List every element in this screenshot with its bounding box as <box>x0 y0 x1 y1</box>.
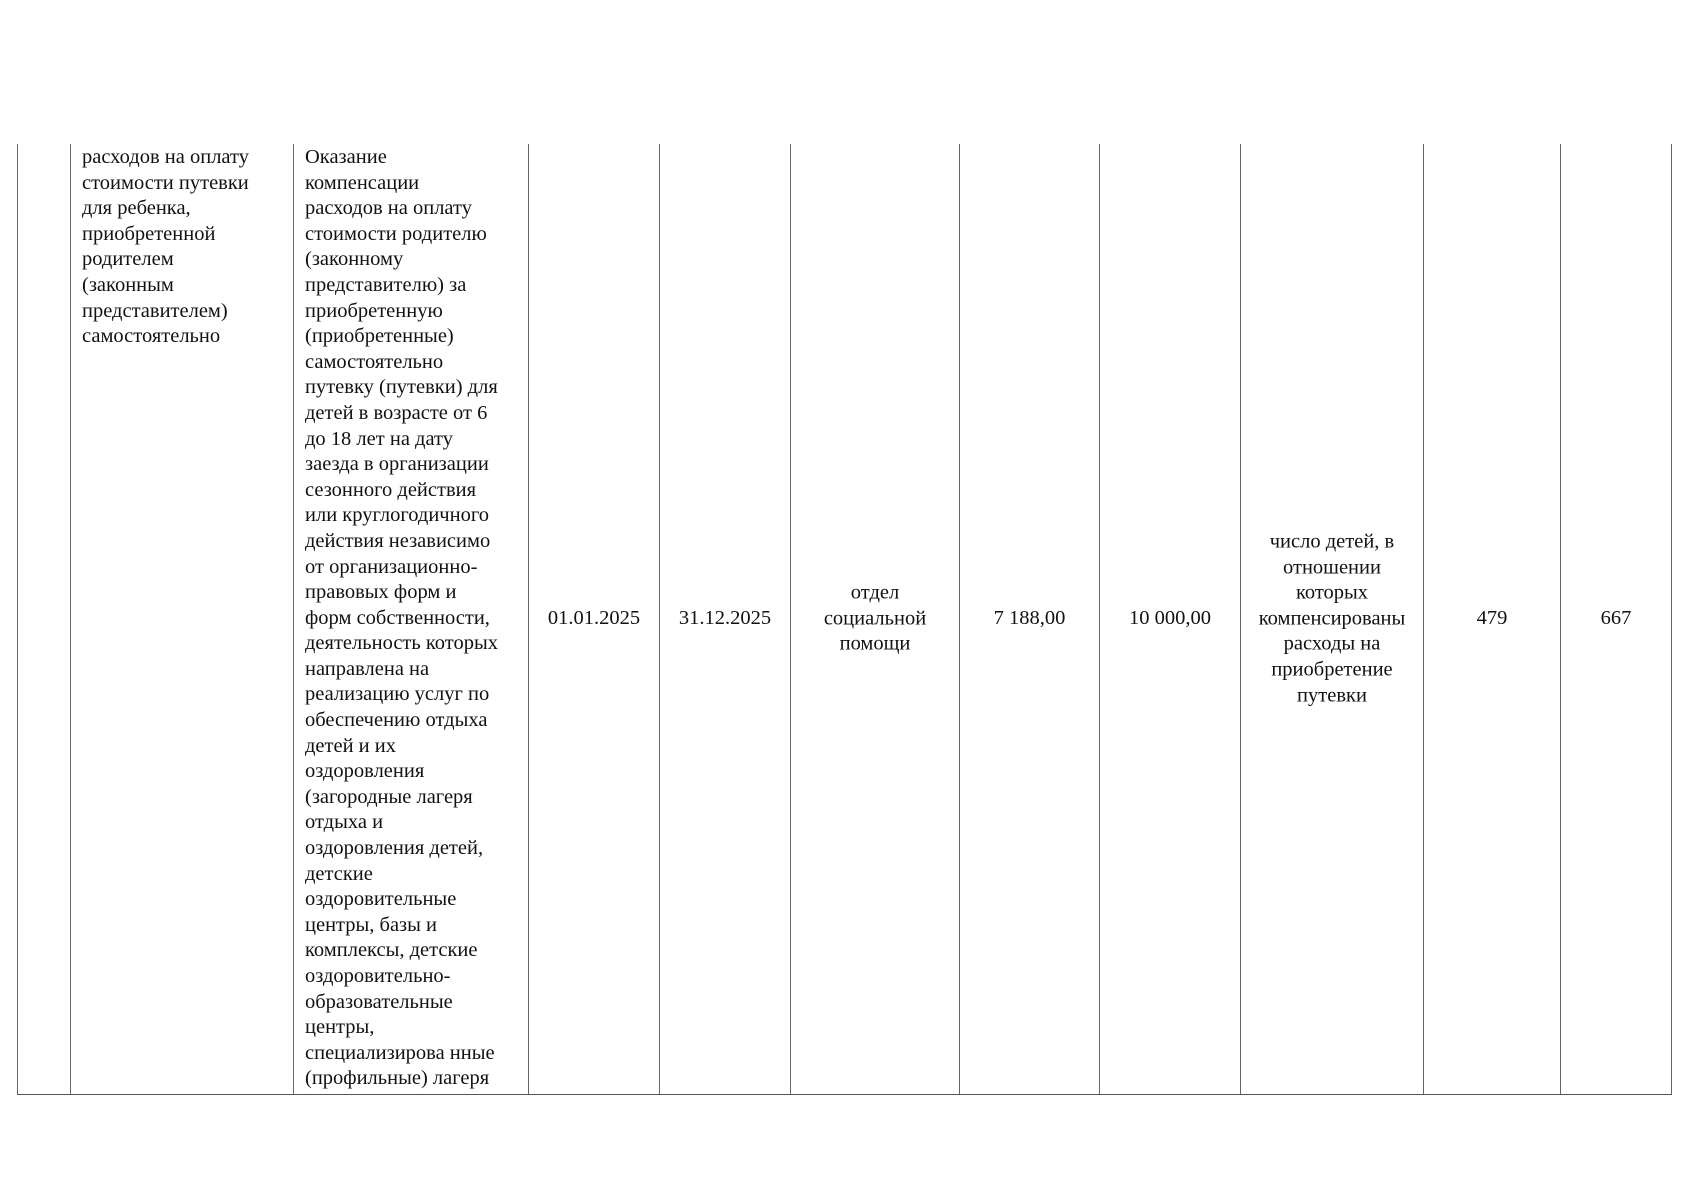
col-start-date <box>528 144 659 1094</box>
text-line: правовых форм и <box>305 581 457 604</box>
col-value-2 <box>1560 144 1672 1094</box>
text-line: для ребенка, <box>82 197 191 220</box>
text-line: отдел <box>850 581 900 604</box>
cell-value-2: 667 <box>1600 607 1632 630</box>
text-line: детские <box>305 862 373 885</box>
text-line: приобретенную <box>305 299 443 322</box>
text-line: детей и их <box>305 734 396 757</box>
text-line: оздоровления детей, <box>305 837 484 860</box>
text-line: оздоровления <box>305 760 425 783</box>
cell-value-1: 479 <box>1476 607 1508 630</box>
text-line: действия независимо <box>305 529 491 552</box>
cell-start-date: 01.01.2025 <box>547 607 641 630</box>
text-line: (загородные лагеря <box>305 785 473 808</box>
text-line: самостоятельно <box>305 350 444 373</box>
cell-amount-1: 7 188,00 <box>993 607 1066 630</box>
text-line: обеспечению отдыха <box>305 709 488 732</box>
text-line: стоимости путевки <box>82 171 249 194</box>
text-line: заезда в организации <box>305 453 489 476</box>
text-line: приобретенной <box>82 222 216 245</box>
text-line: или круглогодичного <box>305 504 489 527</box>
text-line: стоимости родителю <box>305 222 487 245</box>
col-measure-description <box>293 144 528 1094</box>
text-line: (законным <box>82 273 174 296</box>
text-line: путевки <box>1297 683 1367 706</box>
col-number <box>17 144 70 1094</box>
cell-responsible <box>797 581 953 658</box>
text-line: расходов на оплату <box>305 197 472 220</box>
cell-indicator <box>1247 529 1417 708</box>
text-line: реализацию услуг по <box>305 683 490 706</box>
data-table <box>17 144 1672 1095</box>
col-indicator <box>1240 144 1423 1094</box>
text-line: компенсации <box>305 171 420 194</box>
text-line: Оказание <box>305 146 387 168</box>
text-line: социальной <box>823 607 927 630</box>
col-amount-2 <box>1099 144 1240 1094</box>
text-line: деятельность которых <box>305 632 498 655</box>
text-line: (профильные) лагеря <box>305 1067 490 1090</box>
text-line: расходов на оплату <box>82 146 249 168</box>
text-line: детей в возрасте от 6 <box>305 401 488 424</box>
cell-measure-description <box>305 145 522 1092</box>
text-line: помощи <box>839 632 911 655</box>
text-line: представителем) <box>82 299 228 322</box>
cell-amount-2: 10 000,00 <box>1129 607 1211 630</box>
text-line: комплексы, детские <box>305 939 478 962</box>
text-line: до 18 лет на дату <box>305 427 453 450</box>
text-line: отдыха и <box>305 811 384 834</box>
text-line: (законному <box>305 248 404 271</box>
col-end-date <box>659 144 790 1094</box>
col-amount-1 <box>959 144 1099 1094</box>
col-responsible <box>790 144 959 1094</box>
text-line: оздоровительные <box>305 888 457 911</box>
text-line: сезонного действия <box>305 478 477 501</box>
text-line: которых <box>1295 581 1369 604</box>
text-line: приобретение <box>1271 658 1393 681</box>
text-line: образовательные <box>305 990 453 1013</box>
text-line: специализирова нные <box>305 1041 495 1064</box>
col-measure-name <box>70 144 293 1094</box>
text-line: направлена на <box>305 657 430 680</box>
text-line: отношении <box>1283 556 1381 579</box>
text-line: (приобретенные) <box>305 325 454 348</box>
text-line: представителю) за <box>305 273 467 296</box>
text-line: форм собственности, <box>305 606 490 629</box>
text-line: расходы на <box>1283 632 1381 655</box>
text-line: число детей, в <box>1269 530 1395 553</box>
text-line: от организационно- <box>305 555 478 578</box>
text-line: оздоровительно- <box>305 965 451 987</box>
text-line: компенсированы <box>1258 607 1406 630</box>
cell-end-date: 31.12.2025 <box>678 607 772 630</box>
text-line: центры, <box>305 1016 375 1039</box>
text-line: самостоятельно <box>82 325 221 348</box>
col-value-1 <box>1423 144 1560 1094</box>
cell-measure-name <box>82 145 287 350</box>
text-line: центры, базы и <box>305 913 438 936</box>
text-line: путевку (путевки) для <box>305 376 498 399</box>
text-line: родителем <box>82 248 174 271</box>
